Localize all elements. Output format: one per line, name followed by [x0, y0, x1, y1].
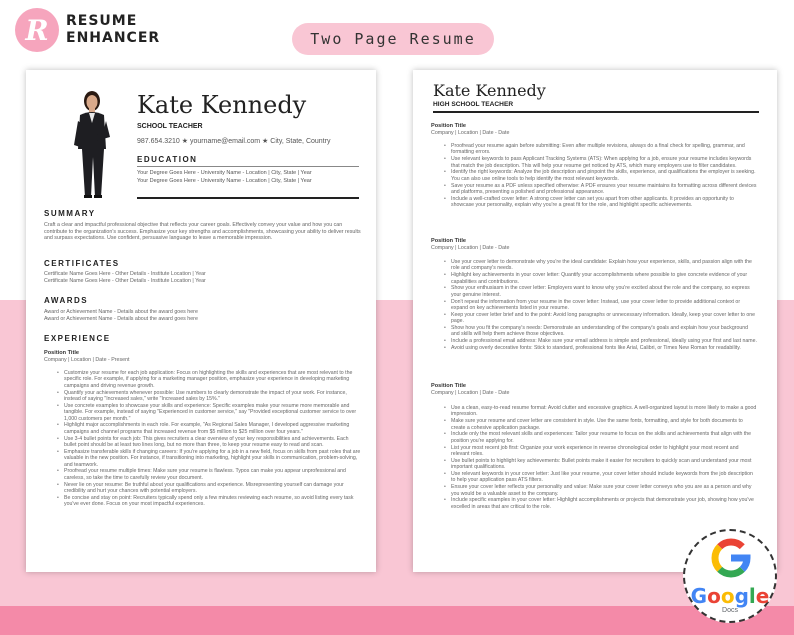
docs-label: Docs — [722, 607, 738, 614]
position-meta: Company | Location | Date - Date — [431, 245, 510, 251]
bullet-item: • Quantify your achievements whenever possible: Use numbers to clearly demonstrate the impact of your work. For instance, instead of saying "Increased sales," write "Increased sales by 15%." — [56, 390, 362, 403]
certificates-heading: CERTIFICATES — [44, 259, 120, 268]
position-meta: Company | Location | Date - Date — [431, 130, 510, 136]
certificate-item: Certificate Name Goes Here - Other Details - Institute Location | Year — [44, 278, 206, 284]
bullet-item: • Use relevant keywords to pass Applicant Tracking Systems (ATS): When applying for a job, ensure your resume includes keywords that match the job description. This will help your resume get noticed by ATS, which many employers use to filter candidates. — [443, 156, 757, 169]
bullet-item: • Show your enthusiasm in the cover letter: Employers want to know why you're excited about the role and the company, so express your genuine interest. — [443, 285, 757, 298]
awards-heading: AWARDS — [44, 296, 89, 305]
brand-line-1: RESUME — [66, 13, 138, 29]
banner-pill — [292, 23, 494, 55]
bullet-item: • Ensure your cover letter reflects your personality and value: Make sure your cover letter conveys who you are as a person and why you would be a valuable asset to the company. — [443, 484, 757, 497]
position-meta: Company | Location | Date - Date — [431, 390, 510, 396]
bullet-item: • List your most recent job first: Organize your work experience in reverse chronological order to highlight your most recent and relevant roles. — [443, 445, 757, 458]
position-title: Position Title — [431, 238, 467, 244]
candidate-role: SCHOOL TEACHER — [137, 123, 203, 130]
google-docs-badge — [683, 529, 777, 623]
bullet-item: • Use a clean, easy-to-read resume format: Avoid clutter and excessive graphics. A well-organized layout is more likely to make a good impression. — [443, 405, 757, 418]
bullet-item: • Keep your cover letter brief and to the point: Avoid long paragraphs or unnecessary information. Ideally, keep your cover letter to one page. — [443, 312, 757, 325]
education-heading: EDUCATION — [137, 155, 198, 164]
candidate-name: Kate Kennedy — [137, 91, 307, 119]
bullet-item: • Never lie on your resume: Be truthful about your qualifications and experience. Misrepresenting yourself can damage your credibility and hurt your chances with potential employers. — [56, 482, 362, 495]
bullet-item: • Be concise and stay on point: Recruiters typically spend only a few minutes reviewing each resume, so avoid listing every task you've ever done. Focus on your most impactful experiences. — [56, 495, 362, 508]
experience-bullets — [56, 370, 362, 508]
bullet-item: • Use bullet points to highlight key achievements: Bullet points make it easier for recruiters to quickly scan and understand your most important qualifications. — [443, 458, 757, 471]
bullet-item: • Identify the right keywords: Analyze the job description and pinpoint the skills, experience, and qualifications the employer is seeking. You can also use online tools to help identify the most relevant keywords. — [443, 169, 757, 182]
bullet-item: • Make sure your resume and cover letter are consistent in style. Use the same fonts, formatting, and style for both documents to create a cohesive application package. — [443, 418, 757, 431]
contact-line: 987.654.3210 ★ yourname@email.com ★ City, State, Country — [137, 138, 331, 145]
candidate-role: HIGH SCHOOL TEACHER — [433, 101, 514, 108]
bullet-item: • Use relevant keywords in your cover letter: Just like your resume, your cover letter should include keywords from the job description to help your application pass ATS filters. — [443, 471, 757, 484]
banner-text: Two Page Resume — [310, 30, 476, 48]
summary-heading: SUMMARY — [44, 209, 96, 218]
education-divider — [137, 166, 359, 167]
job-bullets — [443, 143, 757, 209]
bullet-item: • Avoid using overly decorative fonts: Stick to standard, professional fonts like Arial, Calibri, or Times New Roman for readability. — [443, 345, 757, 351]
position-meta: Company | Location | Date - Present — [44, 357, 130, 363]
education-item: Your Degree Goes Here - University Name - Location | City, State | Year — [137, 178, 312, 184]
resume-page-2 — [413, 70, 777, 572]
award-item: Award or Achievement Name - Details about the award goes here — [44, 316, 198, 322]
education-item: Your Degree Goes Here - University Name - Location | City, State | Year — [137, 170, 312, 176]
bullet-item: • Show how you fit the company's needs: Demonstrate an understanding of the company's goals and explain how your background and skills will help them achieve those objectives. — [443, 325, 757, 338]
google-g-icon — [711, 538, 751, 578]
summary-text: Craft a clear and impactful professional objective that reflects your career goals. Effectively convey your value and how you can contribute to the organization's success. Emphasize your key strengths and accomplishments, showcasing your ability to deliver results and surpass expectations. Use confident, persuasive language to leave a memorable impression. — [44, 222, 361, 242]
bullet-item: • Customize your resume for each job application: Focus on highlighting the skills and experiences that are most relevant to the specific role. For example, if applying for a marketing manager position, emphasize your experience in developing marketing campaigns and driving revenue growth. — [56, 370, 362, 389]
certificate-item: Certificate Name Goes Here - Other Details - Institute Location | Year — [44, 271, 206, 277]
award-item: Award or Achievement Name - Details about the award goes here — [44, 309, 198, 315]
bullet-item: • Include a professional email address: Make sure your email address is simple and professional, ideally using your first and last name. — [443, 338, 757, 344]
position-title: Position Title — [431, 383, 467, 389]
bullet-item: • Proofread your resume again before submitting: Even after multiple revisions, always do a final check for spelling, grammar, and formatting errors. — [443, 143, 757, 156]
bullet-item: • Use concrete examples to showcase your skills and experience: Specific examples make your resume more memorable and tangible. For example, instead of saying "Experienced in customer service," say "Provided exceptional customer service to over 1,000 customers per month." — [56, 403, 362, 422]
job-bullets — [443, 405, 757, 511]
background-bottom-strip — [0, 606, 794, 635]
bullet-item: • Don't repeat the information from your resume in the cover letter: Instead, use your cover letter to provide additional context or expand on key achievements listed in your resume. — [443, 299, 757, 312]
bullet-item: • Highlight key achievements in your cover letter: Quantify your accomplishments where possible to give concrete evidence of your capabilities and contributions. — [443, 272, 757, 285]
resume-page-1 — [26, 70, 376, 572]
bullet-item: • Proofread your resume multiple times: Make sure your resume is flawless. Typos can make you appear unprofessional and careless, so take the time to carefully review your document. — [56, 468, 362, 481]
bullet-item: • Include a well-crafted cover letter: A strong cover letter can set you apart from other applicants. It provides an opportunity to showcase your personality, explain why you're a great fit for the role, and highlight specific achievements. — [443, 196, 757, 209]
bullet-item: • Use your cover letter to demonstrate why you're the ideal candidate: Explain how your experience, skills, and passion align with the role and company's needs. — [443, 259, 757, 272]
position-title: Position Title — [44, 350, 80, 356]
bullet-item: • Include only the most relevant skills and experiences: Tailor your resume to focus on the skills and achievements that align with the position you're applying for. — [443, 431, 757, 444]
header-divider — [433, 111, 759, 113]
google-wordmark: Google — [690, 584, 770, 608]
candidate-name: Kate Kennedy — [433, 81, 546, 100]
header-divider — [137, 197, 359, 199]
bullet-item: • Use 3-4 bullet points for each job: This gives recruiters a clear overview of your key responsibilities and achievements. Each bullet point should be at least two lines long, but no more than three, to keep your resume easy to read and scan. — [56, 436, 362, 449]
bullet-item: • Save your resume as a PDF unless specified otherwise: A PDF ensures your resume maintains its formatting across different devices and platforms, presenting a polished and professional appearance. — [443, 183, 757, 196]
brand-line-2: ENHANCER — [66, 30, 161, 46]
logo-letter: R — [25, 13, 49, 47]
bullet-item: • Emphasize transferable skills if changing careers: If you're applying for a job in a new field, focus on skills from past roles that are valuable in the new position. For instance, if transitioning into marketing, highlight your skills in communication, problem-solving, and teamwork. — [56, 449, 362, 468]
bullet-item: • Highlight major accomplishments in each role. For example, "As Regional Sales Manager, I developed aggressive marketing campaigns and channel programs that increased revenue from $5 million to $25 million over four years." — [56, 422, 362, 435]
brand-name — [66, 13, 160, 47]
brand-logo — [15, 8, 59, 52]
position-title: Position Title — [431, 123, 467, 129]
profile-photo — [70, 87, 120, 201]
experience-heading: EXPERIENCE — [44, 334, 111, 343]
bullet-item: • Include specific examples in your cover letter: Highlight accomplishments or projects that demonstrate your job, showing how you've excelled in areas that are critical to the role. — [443, 497, 757, 510]
job-bullets — [443, 259, 757, 352]
